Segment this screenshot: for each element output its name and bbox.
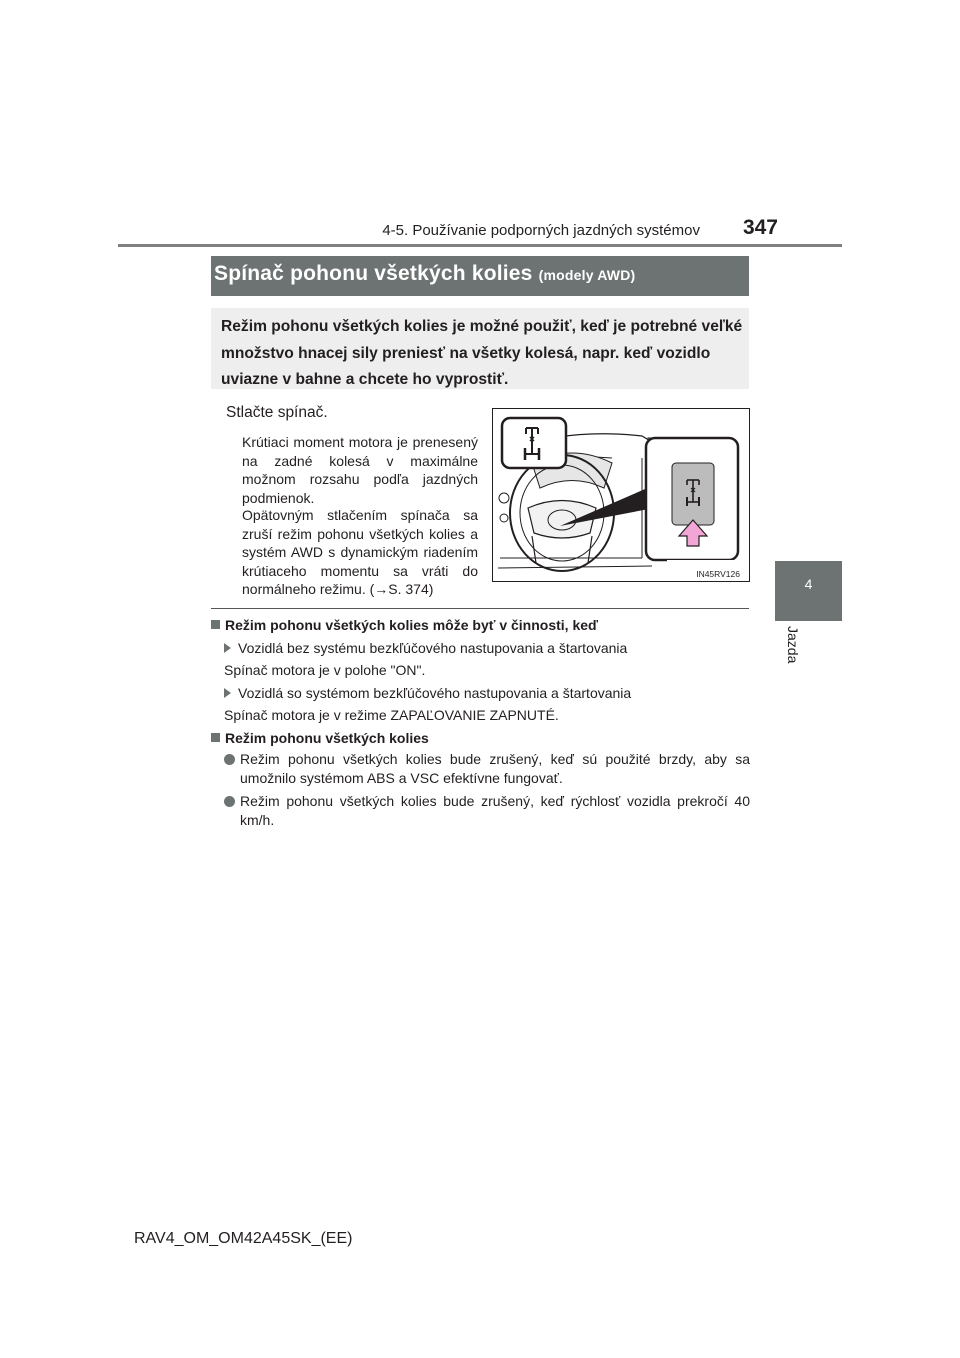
circle-bullet-icon — [224, 796, 235, 807]
note-sub-2 — [224, 685, 631, 701]
dashboard-illustration — [492, 408, 750, 582]
page-number: 347 — [742, 216, 778, 239]
triangle-bullet-icon — [224, 688, 231, 698]
note-bullet-1-text: Režim pohonu všetkých kolies bude zrušený, keď sú použité brzdy, aby sa umožnilo systémom ABS a VSC efektívne fungovať. — [240, 751, 750, 786]
step-instruction: Stlačte spínač. — [226, 404, 328, 421]
side-tab-label-text: Jazda — [785, 626, 801, 664]
triangle-bullet-icon — [224, 643, 231, 653]
note-heading-2-text: Režim pohonu všetkých kolies — [225, 730, 429, 746]
section-title-main: Spínač pohonu všetkých kolies — [214, 262, 533, 285]
side-tab-label — [783, 626, 803, 686]
note-bullet-2 — [224, 792, 750, 829]
note-bullet-2-text: Režim pohonu všetkých kolies bude zrušený, keď rýchlosť vozidla prekročí 40 km/h. — [240, 793, 750, 828]
section-title-suffix: (modely AWD) — [538, 267, 636, 283]
note-text-1: Spínač motora je v polohe "ON". — [224, 662, 426, 678]
square-bullet-icon — [211, 620, 220, 629]
step-paragraph-2: Opätovným stlačením spínača sa zruší režim pohonu všetkých kolies a systém AWD s dynamickým riadením krútiaceho momentu sa vráti do normálneho režimu. (→S. 374) — [242, 507, 478, 597]
note-heading-1-text: Režim pohonu všetkých kolies môže byť v činnosti, keď — [225, 617, 599, 633]
note-sub-2-text: Vozidlá so systémom bezkľúčového nastupovania a štartovania — [238, 685, 632, 701]
section-divider — [211, 608, 749, 609]
chapter-heading: 4-5. Používanie podporných jazdných systémov — [382, 222, 700, 239]
note-heading-1 — [211, 617, 598, 633]
note-text-2: Spínač motora je v režime ZAPAĽOVANIE ZAPNUTÉ. — [224, 707, 559, 723]
step-paragraph-1: Krútiaci moment motora je prenesený na zadné kolesá v maximálne možnom rozsahu podľa jazdných podmienok. — [242, 434, 478, 506]
document-code: RAV4_OM_OM42A45SK_(EE) — [134, 1230, 353, 1247]
dashboard-illustration-svg — [492, 408, 750, 582]
header-rule — [118, 244, 842, 247]
note-bullet-1 — [224, 750, 750, 787]
note-sub-1 — [224, 640, 627, 656]
note-sub-1-text: Vozidlá bez systému bezkľúčového nastupovania a štartovania — [238, 640, 628, 656]
section-title — [214, 262, 635, 286]
intro-text: Režim pohonu všetkých kolies je možné použiť, keď je potrebné veľké množstvo hnacej sily preniesť na všetky kolesá, napr. keď vozidlo uviazne v bahne a chcete ho vyprostiť. — [221, 318, 743, 388]
square-bullet-icon — [211, 733, 220, 742]
side-tab-number: 4 — [804, 576, 813, 592]
illustration-code: IN45RV126 — [696, 569, 740, 579]
note-heading-2 — [211, 730, 429, 746]
circle-bullet-icon — [224, 754, 235, 765]
